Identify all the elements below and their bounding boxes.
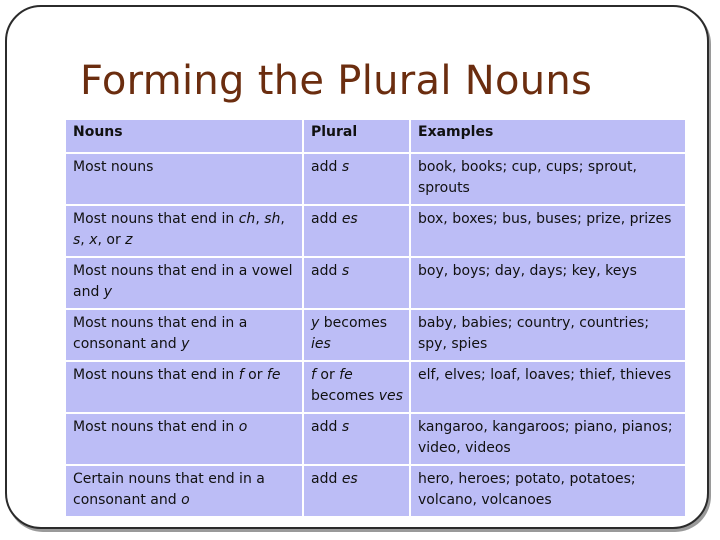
header-plural: Plural: [303, 119, 410, 153]
cell-plural-text: add: [311, 159, 342, 175]
cell-nouns-text: Most nouns that end in a consonant and: [73, 315, 248, 352]
cell-nouns-text: Most nouns that end in a vowel and: [73, 263, 293, 300]
cell-examples: elf, elves; loaf, loaves; thief, thieves: [410, 361, 686, 413]
cell-nouns-text: s: [73, 232, 81, 248]
table-row: [65, 465, 686, 517]
cell-nouns-text: Most nouns: [73, 159, 154, 175]
cell-examples: boy, boys; day, days; key, keys: [410, 257, 686, 309]
cell-nouns-text: , or: [97, 232, 126, 248]
table-header-row: [65, 119, 686, 153]
cell-nouns: [65, 413, 303, 465]
cell-plural-text: becomes: [319, 315, 388, 331]
cell-plural: [303, 361, 410, 413]
cell-nouns-text: y: [103, 284, 113, 300]
cell-nouns-text: Certain nouns that end in a consonant and: [73, 471, 265, 508]
cell-nouns-text: f: [238, 367, 244, 383]
table-row: [65, 205, 686, 257]
table-row: [65, 361, 686, 413]
cell-plural-text: s: [341, 419, 350, 435]
cell-plural-text: es: [341, 211, 358, 227]
cell-nouns-text: Most nouns that end in: [73, 419, 239, 435]
cell-nouns: [65, 465, 303, 517]
cell-nouns: [65, 361, 303, 413]
table-row: [65, 309, 686, 361]
cell-nouns-text: x: [89, 232, 98, 248]
cell-plural: [303, 153, 410, 205]
cell-examples: book, books; cup, cups; sprout, sprouts: [410, 153, 686, 205]
cell-nouns-text: ch: [238, 211, 256, 227]
cell-nouns-text: z: [125, 232, 133, 248]
cell-plural-text: becomes: [311, 388, 379, 404]
header-nouns: Nouns: [65, 119, 303, 153]
cell-examples: hero, heroes; potato, potatoes; volcano, volcanoes: [410, 465, 686, 517]
cell-nouns: [65, 153, 303, 205]
cell-nouns-text: o: [238, 419, 248, 435]
cell-plural: [303, 257, 410, 309]
table-row: [65, 153, 686, 205]
cell-plural-text: add: [311, 471, 342, 487]
cell-nouns-text: ,: [280, 211, 285, 227]
cell-plural-text: s: [341, 159, 350, 175]
table-row: [65, 257, 686, 309]
cell-nouns-text: Most nouns that end in: [73, 211, 239, 227]
cell-plural-text: y: [311, 315, 320, 331]
cell-plural-text: add: [311, 419, 342, 435]
cell-plural-text: fe: [339, 367, 353, 383]
cell-examples: baby, babies; country, countries; spy, spies: [410, 309, 686, 361]
cell-nouns-text: or: [243, 367, 267, 383]
cell-plural-text: ies: [311, 336, 331, 352]
cell-nouns-text: ,: [255, 211, 265, 227]
table-row: [65, 413, 686, 465]
cell-plural-text: add: [311, 263, 342, 279]
cell-nouns-text: Most nouns that end in: [73, 367, 239, 383]
cell-plural-text: or: [315, 367, 340, 383]
cell-nouns-text: fe: [266, 367, 281, 383]
cell-nouns-text: o: [181, 492, 190, 508]
cell-plural-text: es: [341, 471, 358, 487]
cell-plural: [303, 413, 410, 465]
cell-nouns: [65, 309, 303, 361]
cell-plural-text: s: [341, 263, 350, 279]
cell-nouns-text: y: [181, 336, 190, 352]
cell-nouns: [65, 205, 303, 257]
plural-rules-table: [64, 118, 687, 518]
slide-title: Forming the Plural Nouns: [80, 58, 593, 104]
cell-nouns-text: sh: [264, 211, 281, 227]
cell-plural-text: f: [311, 367, 316, 383]
cell-plural: [303, 309, 410, 361]
cell-nouns: [65, 257, 303, 309]
cell-plural-text: ves: [378, 388, 403, 404]
cell-examples: kangaroo, kangaroos; piano, pianos; video, videos: [410, 413, 686, 465]
cell-plural: [303, 465, 410, 517]
cell-examples: box, boxes; bus, buses; prize, prizes: [410, 205, 686, 257]
header-examples: Examples: [410, 119, 686, 153]
cell-plural-text: add: [311, 211, 342, 227]
table-body: [65, 153, 686, 517]
cell-nouns-text: ,: [80, 232, 90, 248]
cell-plural: [303, 205, 410, 257]
